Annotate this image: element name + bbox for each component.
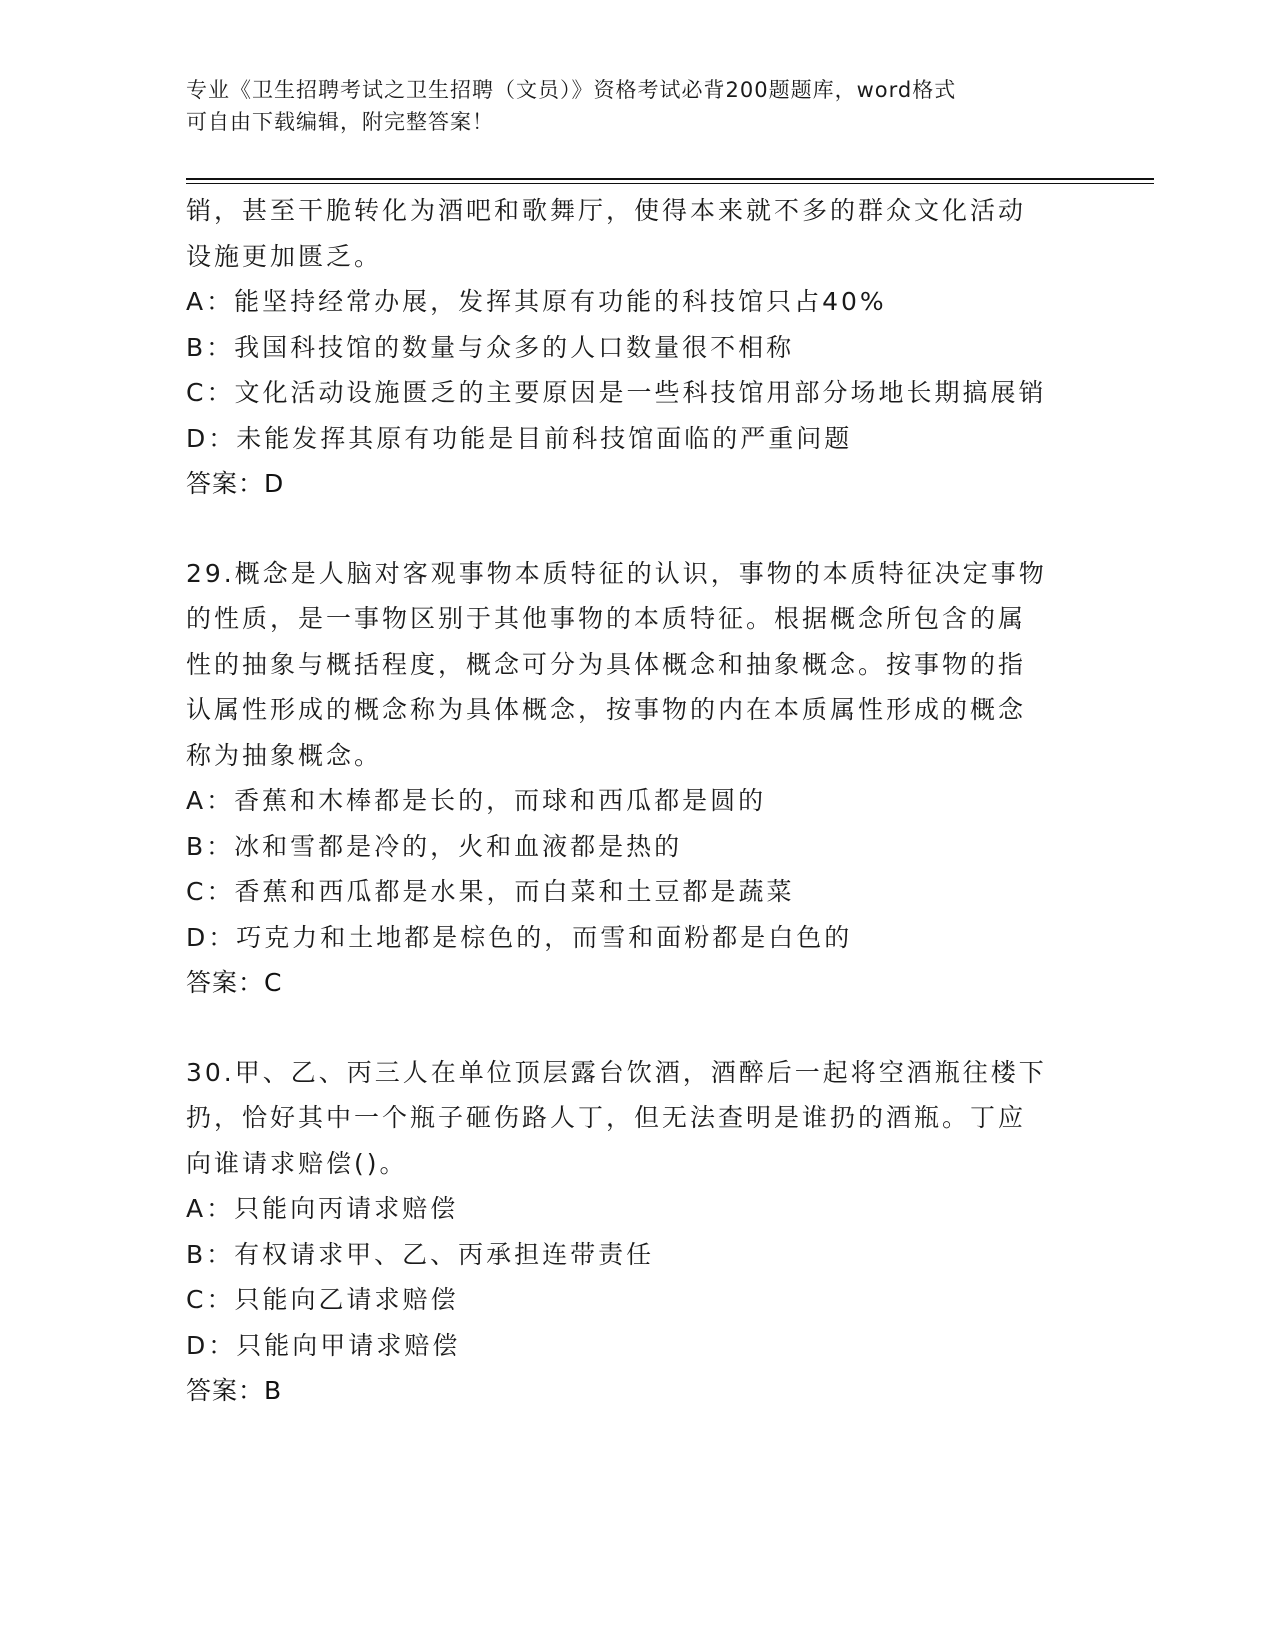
- answer-line: 答案：B: [186, 1376, 283, 1405]
- option-b: B：冰和雪都是冷的，火和血液都是热的: [186, 831, 683, 861]
- option-a: A：只能向丙请求赔偿: [186, 1194, 459, 1223]
- option-b: B：我国科技馆的数量与众多的人口数量很不相称: [186, 332, 795, 362]
- spacer: [186, 1006, 1086, 1050]
- option-a: A：能坚持经常办展，发挥其原有功能的科技馆只占40%: [186, 287, 887, 316]
- document-body: [186, 188, 1086, 1414]
- question-stem-line: 销，甚至干脆转化为酒吧和歌舞厅，使得本来就不多的群众文化活动: [186, 196, 1027, 225]
- question-stem-line: 设施更加匮乏。: [186, 241, 383, 271]
- question-30: [186, 1050, 1086, 1414]
- option-c: C：香蕉和西瓜都是水果，而白菜和土豆都是蔬菜: [186, 877, 795, 906]
- spacer: [186, 507, 1086, 551]
- option-b: B：有权请求甲、乙、丙承担连带责任: [186, 1239, 655, 1269]
- option-d: D：只能向甲请求赔偿: [186, 1330, 461, 1360]
- header-divider-thick: [186, 178, 1154, 180]
- option-d: D：巧克力和土地都是棕色的，而雪和面粉都是白色的: [186, 922, 853, 952]
- answer-line: 答案：D: [186, 469, 285, 498]
- option-a: A：香蕉和木棒都是长的，而球和西瓜都是圆的: [186, 786, 767, 815]
- question-29: [186, 551, 1086, 1006]
- header-title-line1: 专业《卫生招聘考试之卫生招聘（文员）》资格考试必背200题题库，word格式: [186, 78, 957, 102]
- option-d: D：未能发挥其原有功能是目前科技馆面临的严重问题: [186, 423, 853, 453]
- question-stem-line: 向谁请求赔偿()。: [186, 1148, 408, 1178]
- question-28: [186, 188, 1086, 507]
- question-stem-line: 29.概念是人脑对客观事物本质特征的认识，事物的本质特征决定事物: [186, 558, 1047, 588]
- page-header: [186, 74, 1086, 138]
- question-stem-line: 性的抽象与概括程度，概念可分为具体概念和抽象概念。按事物的指: [186, 649, 1027, 679]
- question-stem-line: 认属性形成的概念称为具体概念，按事物的内在本质属性形成的概念: [186, 695, 1027, 724]
- option-c: C：只能向乙请求赔偿: [186, 1285, 459, 1314]
- question-stem-line: 扔，恰好其中一个瓶子砸伤路人丁，但无法查明是谁扔的酒瓶。丁应: [186, 1103, 1027, 1132]
- question-stem-line: 的性质，是一事物区别于其他事物的本质特征。根据概念所包含的属: [186, 604, 1027, 633]
- header-title-line2: 可自由下载编辑，附完整答案！: [186, 110, 494, 134]
- header-divider-thin: [186, 183, 1154, 184]
- option-c: C：文化活动设施匮乏的主要原因是一些科技馆用部分场地长期搞展销: [186, 378, 1047, 407]
- question-stem-line: 称为抽象概念。: [186, 740, 383, 770]
- answer-line: 答案：C: [186, 968, 283, 997]
- question-stem-line: 30.甲、乙、丙三人在单位顶层露台饮酒，酒醉后一起将空酒瓶往楼下: [186, 1057, 1047, 1087]
